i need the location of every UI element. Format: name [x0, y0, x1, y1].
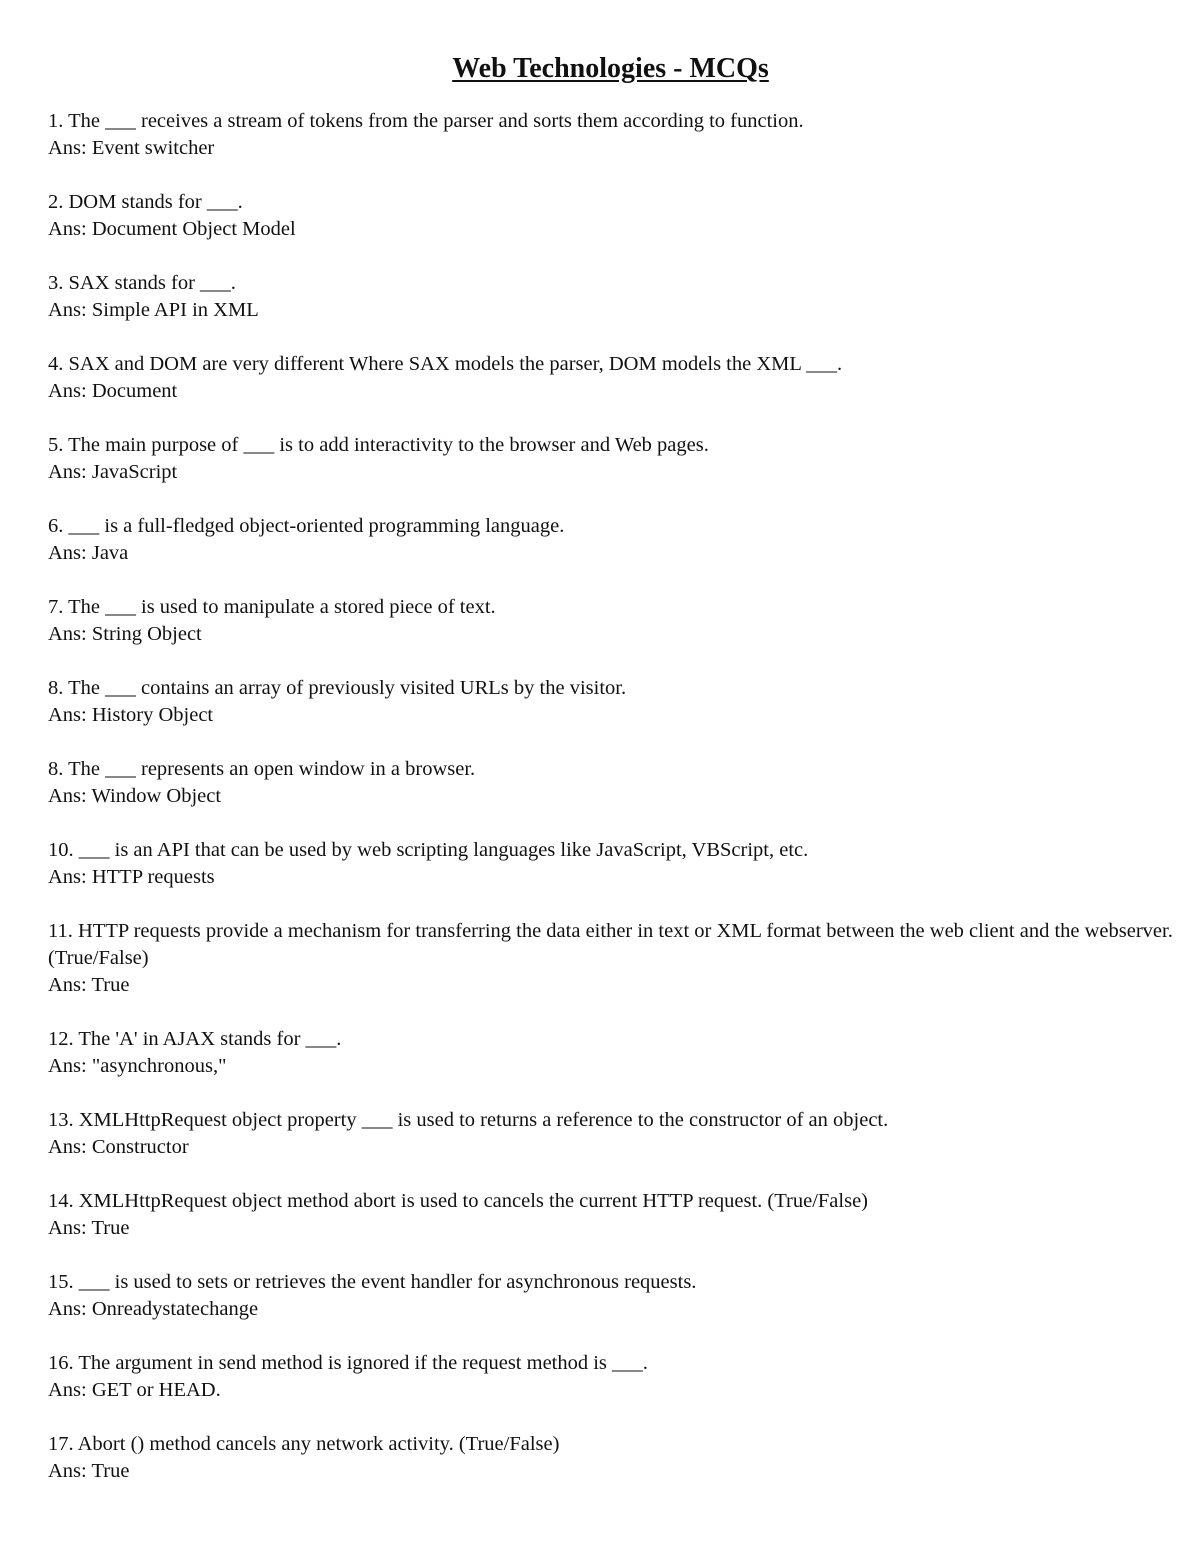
question-text: 4. SAX and DOM are very different Where SAX models the parser, DOM models the XML ___.	[48, 353, 843, 375]
document-page	[48, 52, 1173, 1512]
qa-item-1	[48, 108, 1173, 162]
answer-text: Ans: True	[48, 1460, 130, 1482]
question-text: 10. ___ is an API that can be used by web scripting languages like JavaScript, VBScript, etc.	[48, 839, 809, 861]
qa-item-16	[48, 1350, 1173, 1404]
answer-text: Ans: String Object	[48, 623, 202, 645]
qa-item-12	[48, 1026, 1173, 1080]
answer-text: Ans: Window Object	[48, 785, 222, 807]
qa-item-11	[48, 918, 1173, 999]
question-text: 2. DOM stands for ___.	[48, 191, 243, 213]
answer-text: Ans: True	[48, 1217, 130, 1239]
qa-item-5	[48, 432, 1173, 486]
question-text: 15. ___ is used to sets or retrieves the event handler for asynchronous requests.	[48, 1271, 697, 1293]
answer-text: Ans: Java	[48, 542, 129, 564]
qa-item-4	[48, 351, 1173, 405]
qa-item-8	[48, 675, 1173, 729]
question-text: 6. ___ is a full-fledged object-oriented programming language.	[48, 515, 565, 537]
question-text: 13. XMLHttpRequest object property ___ is used to returns a reference to the constructor of an object.	[48, 1109, 889, 1131]
qa-item-17	[48, 1431, 1173, 1485]
answer-text: Ans: True	[48, 974, 130, 996]
page-title: Web Technologies - MCQs	[452, 53, 769, 84]
answer-text: Ans: Constructor	[48, 1136, 189, 1158]
question-text: 16. The argument in send method is ignored if the request method is ___.	[48, 1352, 648, 1374]
qa-item-14	[48, 1188, 1173, 1242]
question-text: 11. HTTP requests provide a mechanism for transferring the data either in text or XML format between the web client and the webserver. (True/False)	[48, 920, 1173, 969]
question-text: 1. The ___ receives a stream of tokens from the parser and sorts them according to function.	[48, 110, 804, 132]
question-text: 12. The 'A' in AJAX stands for ___.	[48, 1028, 342, 1050]
answer-text: Ans: Document Object Model	[48, 218, 296, 240]
question-text: 8. The ___ represents an open window in a browser.	[48, 758, 476, 780]
question-text: 7. The ___ is used to manipulate a stored piece of text.	[48, 596, 496, 618]
qa-item-10	[48, 837, 1173, 891]
answer-text: Ans: "asynchronous,"	[48, 1055, 227, 1077]
qa-item-13	[48, 1107, 1173, 1161]
question-text: 3. SAX stands for ___.	[48, 272, 236, 294]
answer-text: Ans: History Object	[48, 704, 214, 726]
question-text: 5. The main purpose of ___ is to add interactivity to the browser and Web pages.	[48, 434, 709, 456]
qa-item-15	[48, 1269, 1173, 1323]
answer-text: Ans: Event switcher	[48, 137, 215, 159]
qa-item-7	[48, 594, 1173, 648]
qa-item-3	[48, 270, 1173, 324]
qa-item-2	[48, 189, 1173, 243]
answer-text: Ans: Simple API in XML	[48, 299, 259, 321]
qa-item-6	[48, 513, 1173, 567]
qa-item-9	[48, 756, 1173, 810]
answer-text: Ans: GET or HEAD.	[48, 1379, 221, 1401]
answer-text: Ans: JavaScript	[48, 461, 178, 483]
question-text: 17. Abort () method cancels any network activity. (True/False)	[48, 1433, 560, 1455]
answer-text: Ans: HTTP requests	[48, 866, 215, 888]
question-text: 8. The ___ contains an array of previously visited URLs by the visitor.	[48, 677, 627, 699]
question-text: 14. XMLHttpRequest object method abort is used to cancels the current HTTP request. (True/False)	[48, 1190, 869, 1212]
answer-text: Ans: Document	[48, 380, 178, 402]
answer-text: Ans: Onreadystatechange	[48, 1298, 259, 1320]
